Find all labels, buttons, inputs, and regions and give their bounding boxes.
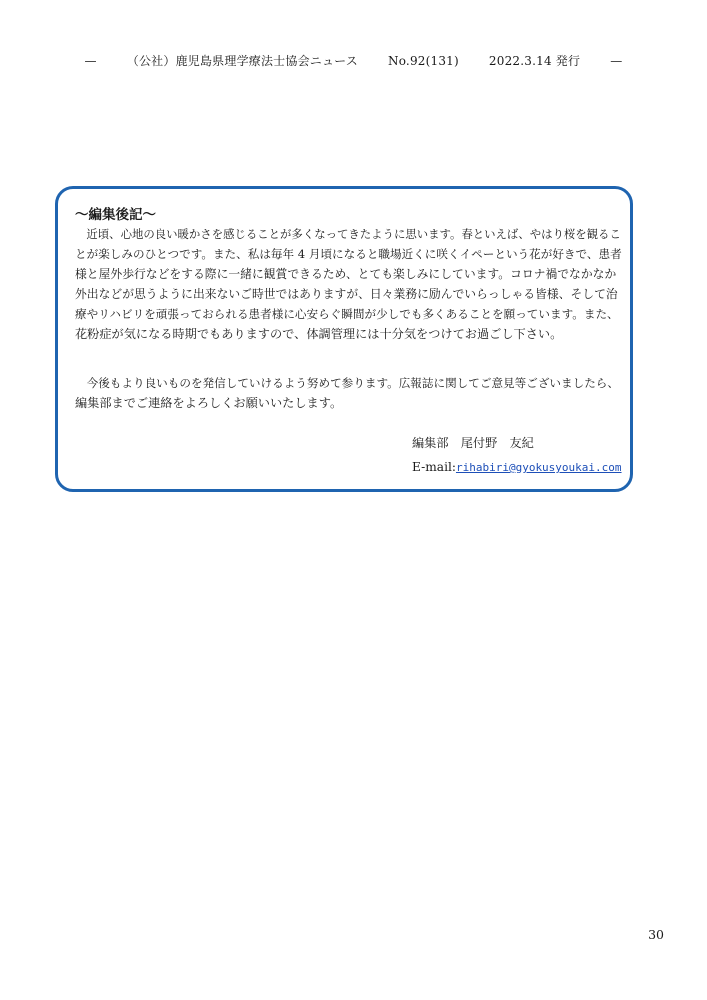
editor-email-line (412, 460, 622, 474)
postscript-paragraph-1 (75, 224, 623, 344)
postscript-title: ～編集後記～ (75, 207, 156, 223)
paragraph-line: 今後もより良いものを発信していけるよう努めて参ります。広報誌に関してご意見等ございましたら、 (75, 376, 619, 390)
paragraph-line: 様と屋外歩行などをする際に一緒に観賞できるため、とても楽しみにしています。コロナ禍でなかなか (75, 267, 617, 281)
paragraph-line: とが楽しみのひとつです。また、私は毎年 4 月頃になると職場近くに咲くイペーという花が好きで、患者 (75, 247, 622, 261)
paragraph-line: 編集部までご連絡をよろしくお願いいたします。 (75, 396, 343, 410)
postscript-paragraph-2 (75, 373, 623, 413)
header-date: 2022.3.14 発行 (488, 54, 581, 68)
header-publication: （公社）鹿児島県理学療法士協会ニュース (126, 54, 358, 68)
paragraph-line: 花粉症が気になる時期でもありますので、体調管理には十分気をつけてお過ごし下さい。 (75, 327, 563, 341)
page-header (0, 52, 707, 69)
paragraph-line: 療やリハビリを頑張っておられる患者様に心安らぐ瞬間が少しでも多くあることを願っています。また、 (75, 307, 619, 321)
header-dash-right: — (610, 54, 623, 68)
email-link[interactable]: rihabiri@gyokusyoukai.com (455, 461, 622, 474)
email-label: E-mail: (412, 460, 456, 474)
paragraph-line: 近頃、心地の良い暖かさを感じることが多くなってきたように思います。春といえば、やはり桜を観るこ (75, 227, 621, 241)
page-number: 30 (648, 927, 664, 942)
paragraph-line: 外出などが思うように出来ないご時世ではありますが、日々業務に励んでいらっしゃる皆様、そして治 (75, 287, 618, 301)
editor-signature: 編集部 尾付野 友紀 (412, 436, 534, 450)
header-issue: No.92(131) (388, 54, 459, 68)
postscript-box (55, 186, 633, 492)
header-dash-left: — (84, 54, 97, 68)
